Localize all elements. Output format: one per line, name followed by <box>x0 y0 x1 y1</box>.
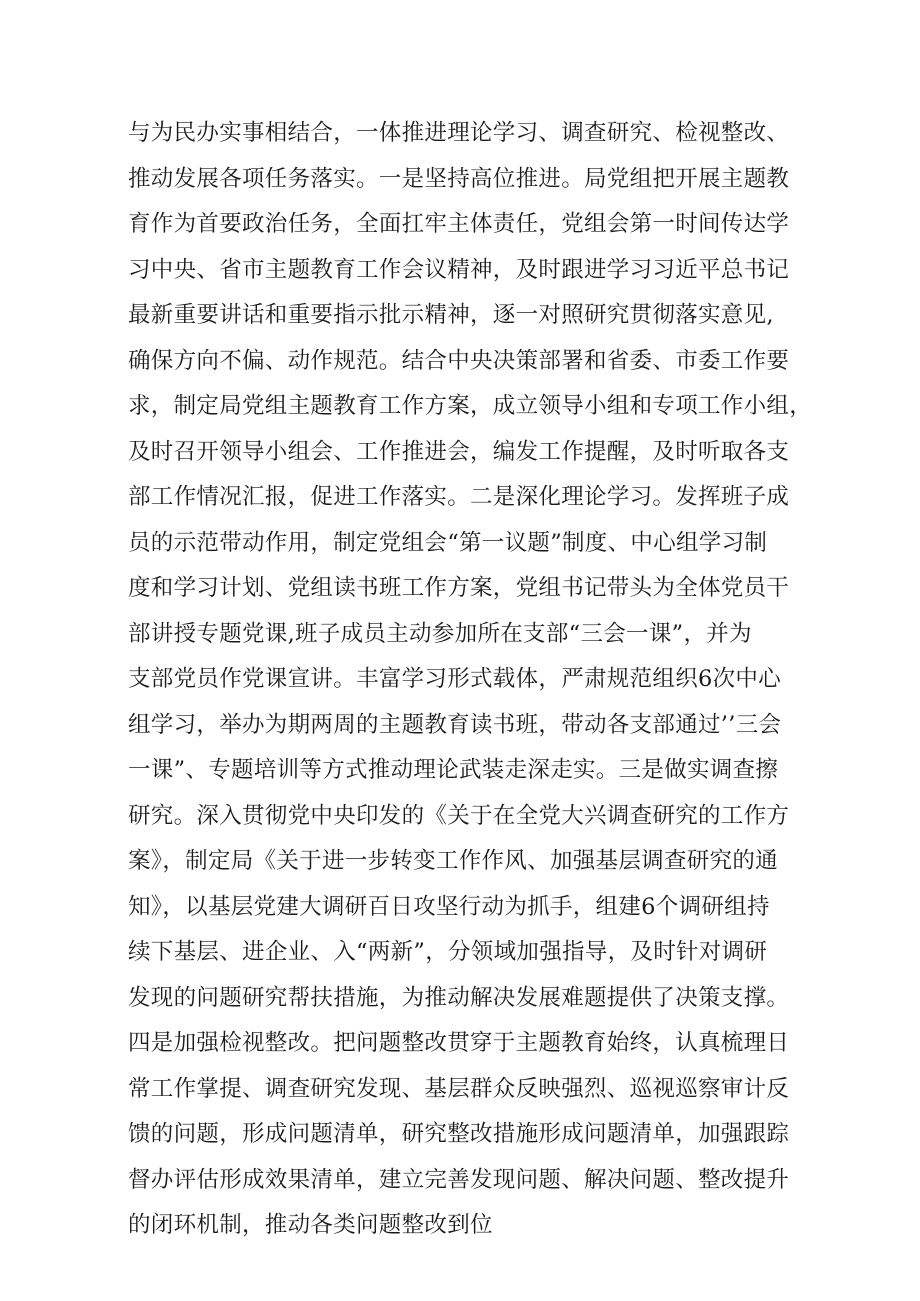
text-line: 度和学习计划、党组读书班工作方案，党组书记带头为全体党员干 <box>128 575 790 601</box>
text-line: 知》，以基层党建大调研百日攻坚行动为抓手，组建6个调研组持 <box>128 893 770 920</box>
text-line: 常工作掌提、调查研究发现、基层群众反映强烈、巡视巡察审计反 <box>128 1075 790 1102</box>
text-line: 支部党员作党课宣讲。丰富学习形式载体，严肃规范组织6次中心 <box>128 666 782 692</box>
text-line: 续下基层、进企业、入“两新”，分领域加强指导，及时针对调研 <box>128 939 768 965</box>
text-line: 习中央、省市主题教育工作会议精神，及时跟进学习习近平总书记 <box>128 256 790 283</box>
text-line: 发现的问题研究帮扶措施，为推动解决发展难题提供了决策支撑。 <box>128 984 790 1011</box>
text-line: 的闭环机制，推动各类问题整改到位 <box>128 1212 493 1238</box>
text-line: 部讲授专题党课,班子成员主动参加所在支部“三会一课”，并为 <box>128 620 752 647</box>
text-line: 督办评估形成效果清单，建立完善发现问题、解决问题、整改提升 <box>128 1166 790 1193</box>
text-line: 四是加强检视整改。把问题整改贯穿于主题教育始终，认真梳理日 <box>128 1030 790 1056</box>
text-line: 员的示范带动作用，制定党组会“第一议题”制度、中心组学习制 <box>128 529 768 556</box>
text-line: 部工作情况汇报，促进工作落实。二是深化理论学习。发挥班子成 <box>128 484 790 510</box>
text-line: 确保方向不偏、动作规范。结合中央决策部署和省委、市委工作要 <box>128 347 790 374</box>
text-line: 馈的问题，形成问题清单，研究整改措施形成问题清单，加强跟踪 <box>128 1121 790 1147</box>
text-line: 最新重要讲话和重要指示批示精神，逐一对照研究贯彻落实意见, <box>128 302 774 328</box>
text-line: 求，制定局党组主题教育工作方案，成立领导小组和专项工作小组， <box>128 393 813 419</box>
text-line: 及时召开领导小组会、工作推进会，编发工作提醒，及时听取各支 <box>128 438 790 465</box>
text-line: 与为民办实事相结合，一体推进理论学习、调查研究、检视整改、 <box>128 120 790 146</box>
text-line: 推动发展各项任务落实。一是坚持高位推进。局党组把开展主题教 <box>128 165 790 192</box>
text-line: 研究。深入贯彻党中央印发的《关于在全党大兴调查研究的工作方 <box>128 802 790 829</box>
body-paragraph <box>128 111 813 1249</box>
text-line: 案》，制定局《关于进一步转变工作作风、加强基层调查研究的通 <box>128 848 778 874</box>
text-line: 育作为首要政治任务，全面扛牢主体责任，党组会第一时间传达学 <box>128 211 790 237</box>
text-line: 组学习，举办为期两周的主题教育读书班，带动各支部通过’’三会 <box>128 711 782 738</box>
text-line: 一课”、专题培训等方式推动理论武装走深走实。三是做实调查擦 <box>128 757 779 783</box>
